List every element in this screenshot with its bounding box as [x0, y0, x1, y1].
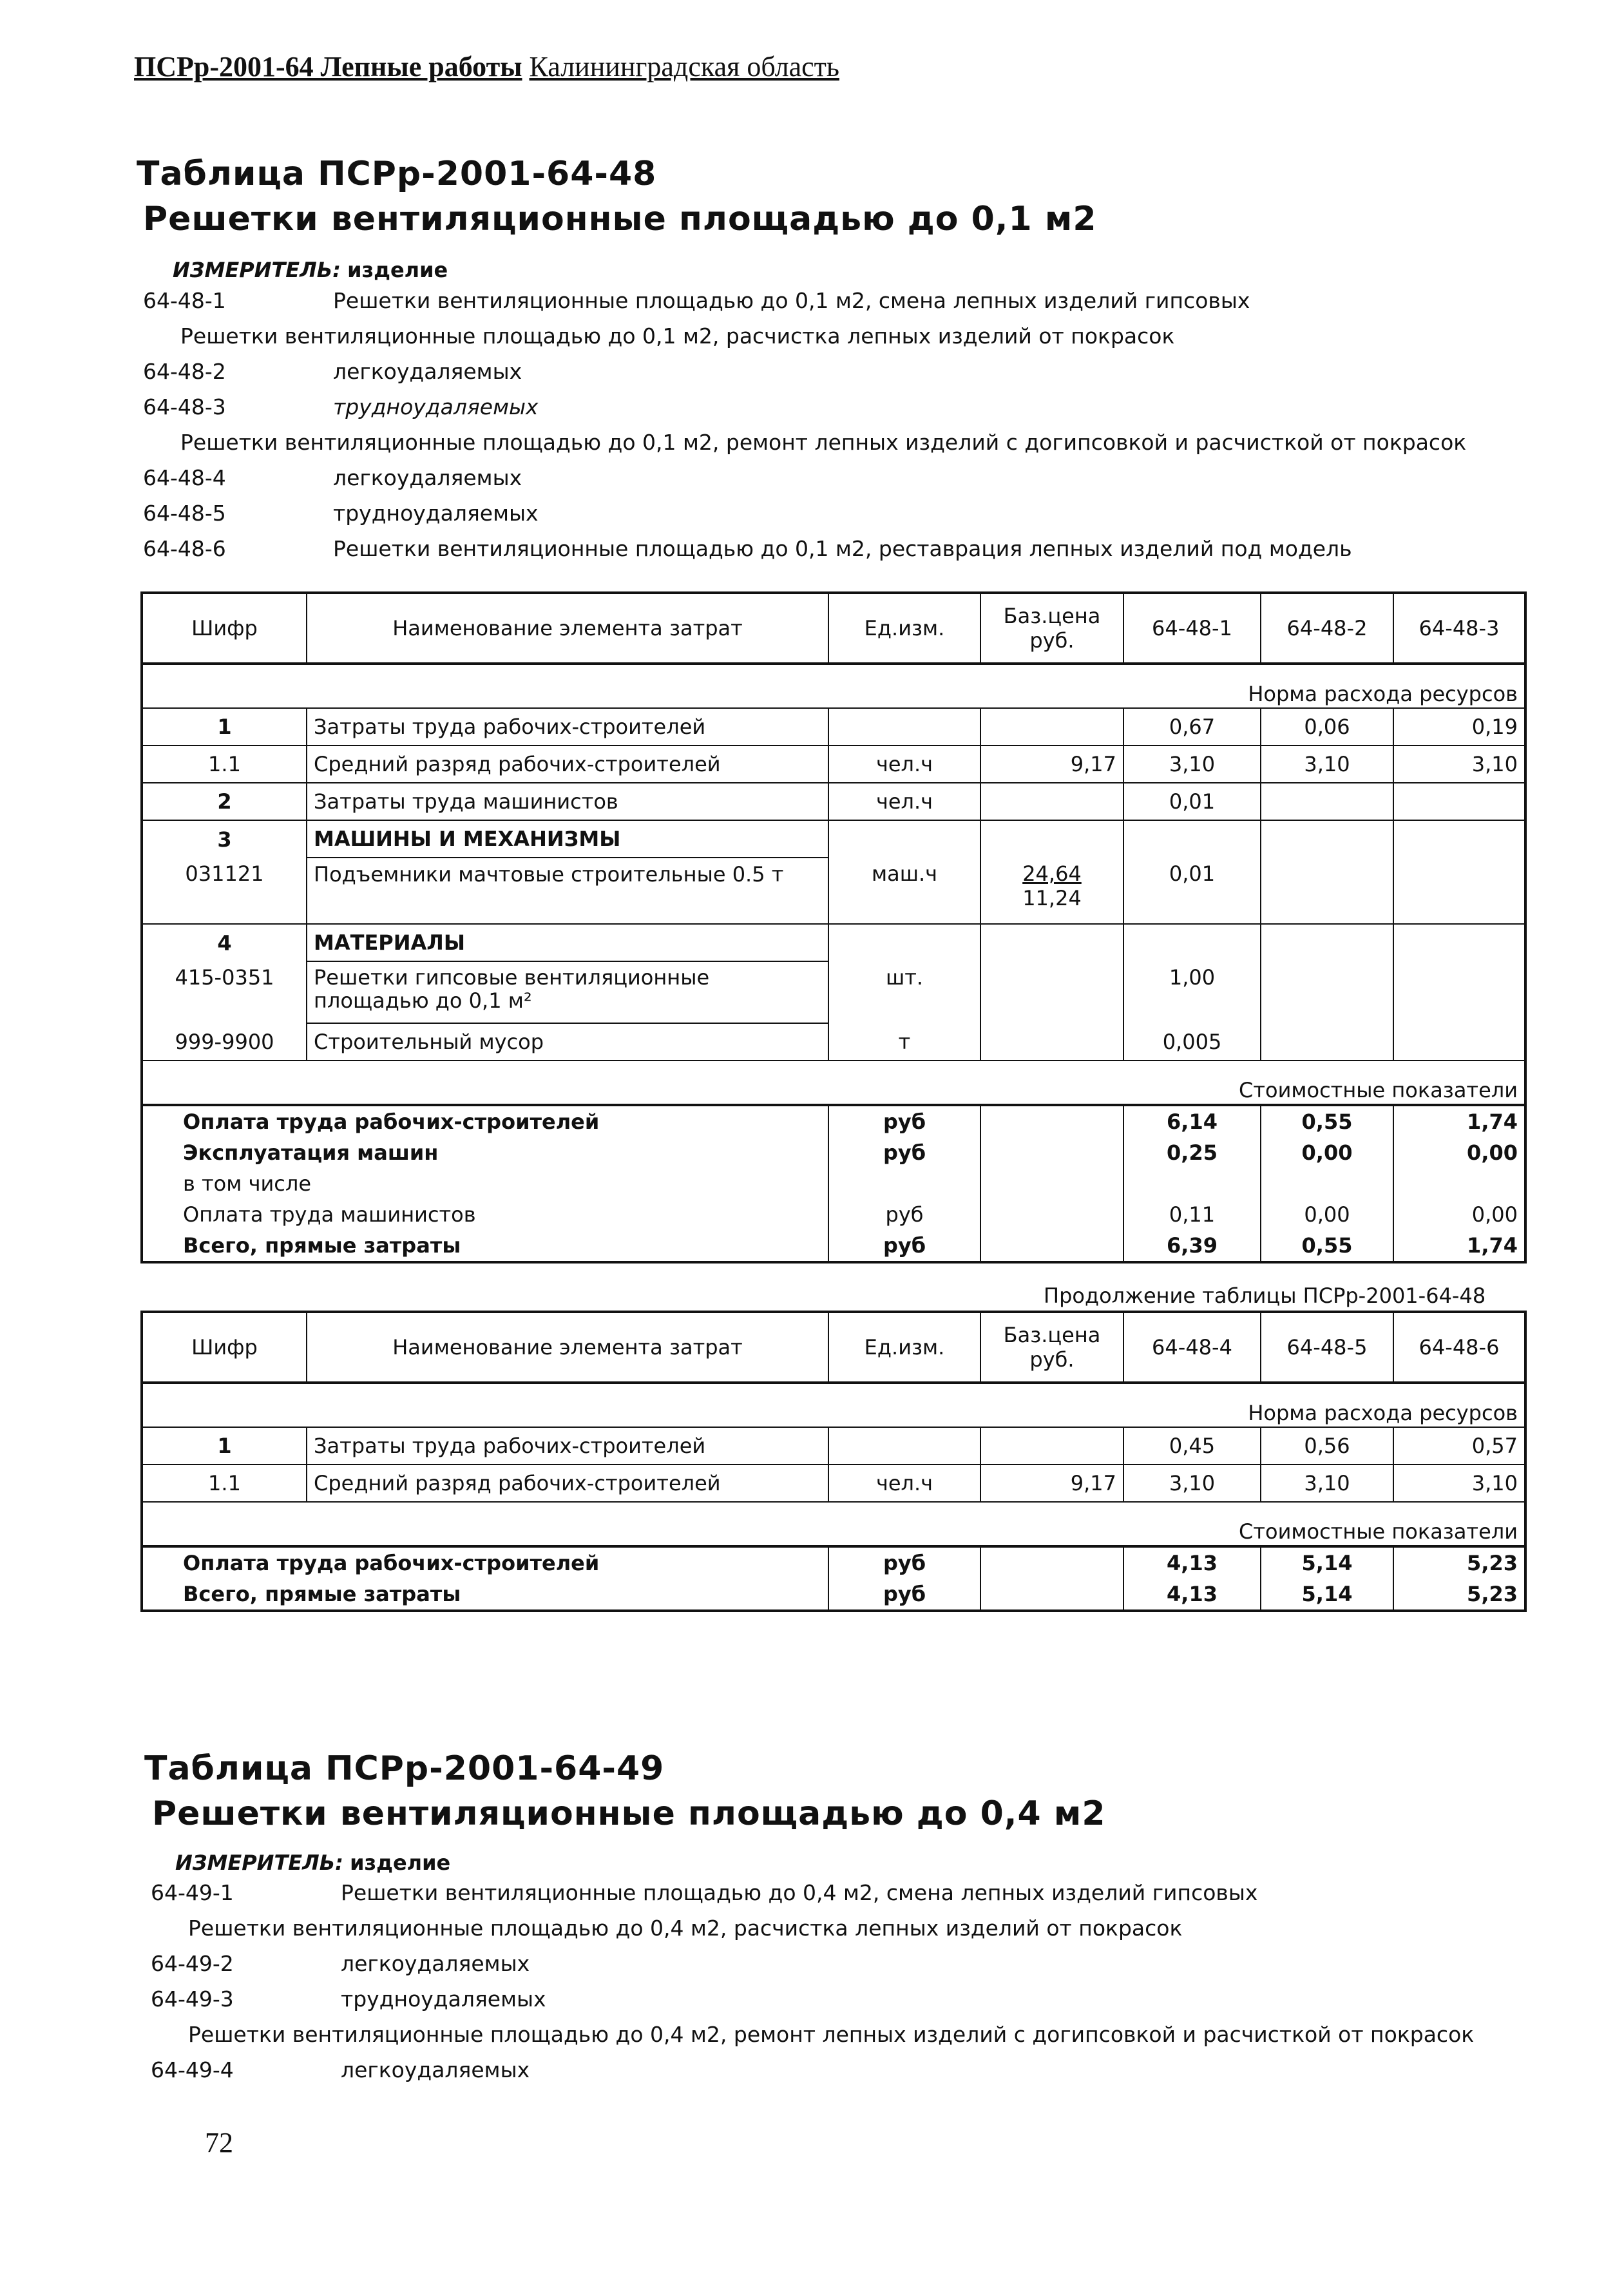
- measure-value: изделие: [350, 1850, 451, 1875]
- summary-value-3: 0,00: [1393, 1199, 1525, 1230]
- col-header-code-6: 64-48-6: [1393, 1312, 1525, 1383]
- summary-price: [980, 1199, 1123, 1230]
- col-header-cipher: Шифр: [142, 1312, 307, 1383]
- table-row: [142, 1427, 1525, 1465]
- table-49-measure: [175, 1850, 450, 1875]
- table-row: [142, 858, 1525, 924]
- col-header-unit: Ед.изм.: [828, 1312, 980, 1383]
- col-header-code-5: 64-48-5: [1261, 1312, 1393, 1383]
- row-price: [980, 858, 1123, 924]
- row-code: 415-0351: [142, 961, 307, 1023]
- item-code: 64-48-5: [143, 501, 226, 526]
- item-description: Решетки вентиляционные площадью до 0,1 м2, смена лепных изделий гипсовых: [333, 288, 1250, 313]
- row-value-1: 0,01: [1123, 858, 1261, 924]
- item-description: трудноудаляемых: [333, 501, 539, 526]
- summary-row: [142, 1230, 1525, 1262]
- summary-price: [980, 1105, 1123, 1137]
- item-description: Решетки вентиляционные площадью до 0,4 м2, смена лепных изделий гипсовых: [341, 1880, 1258, 1905]
- row-code: 1.1: [142, 1465, 307, 1502]
- region-name: Калининградская область: [529, 51, 839, 82]
- row-value-1: 0,67: [1123, 708, 1261, 745]
- row-name: Строительный мусор: [307, 1023, 828, 1061]
- summary-label: Всего, прямые затраты: [142, 1579, 828, 1611]
- table-48-measure: [173, 258, 448, 282]
- section-cost-label: Стоимостные показатели: [142, 1061, 1525, 1105]
- item-code: 64-49-2: [151, 1951, 234, 1976]
- row-value-3: 3,10: [1393, 1465, 1525, 1502]
- item-description: легкоудаляемых: [333, 465, 522, 490]
- summary-unit: руб: [828, 1199, 980, 1230]
- row-price: [980, 783, 1123, 820]
- summary-row: [142, 1579, 1525, 1611]
- measure-value: изделие: [347, 258, 448, 282]
- item-code: 64-49-4: [151, 2057, 234, 2082]
- section-cost-label: Стоимостные показатели: [142, 1502, 1525, 1546]
- section-row: [142, 1502, 1525, 1546]
- row-value-1: [1123, 820, 1261, 858]
- row-price: [980, 924, 1123, 961]
- col-header-price: [980, 593, 1123, 664]
- row-value-3: [1393, 1023, 1525, 1061]
- item-code: 64-49-3: [151, 1986, 234, 2012]
- summary-value-3: 5,23: [1393, 1579, 1525, 1611]
- section-row: [142, 664, 1525, 708]
- col-header-unit: Ед.изм.: [828, 593, 980, 664]
- row-name: МАШИНЫ И МЕХАНИЗМЫ: [307, 820, 828, 858]
- summary-row: [142, 1546, 1525, 1579]
- summary-unit: руб: [828, 1230, 980, 1262]
- item-description: легкоудаляемых: [341, 2057, 530, 2082]
- summary-value-2: 0,55: [1261, 1105, 1393, 1137]
- row-unit: чел.ч: [828, 783, 980, 820]
- price-current: 24,64: [1022, 861, 1082, 886]
- row-code: 1: [142, 1427, 307, 1465]
- col-header-price: [980, 1312, 1123, 1383]
- row-name: Средний разряд рабочих-строителей: [307, 1465, 828, 1502]
- table-row: [142, 1465, 1525, 1502]
- page-number: 72: [205, 2127, 233, 2158]
- row-value-1: 0,45: [1123, 1427, 1261, 1465]
- summary-value-2: 5,14: [1261, 1546, 1393, 1579]
- row-value-1: 3,10: [1123, 745, 1261, 783]
- summary-value-3: [1393, 1168, 1525, 1199]
- summary-label: Эксплуатация машин: [142, 1137, 828, 1168]
- summary-price: [980, 1168, 1123, 1199]
- summary-unit: руб: [828, 1579, 980, 1611]
- item-code: 64-48-2: [143, 359, 226, 384]
- item-description: трудноудаляемых: [341, 1986, 546, 2012]
- summary-price: [980, 1230, 1123, 1262]
- row-unit: [828, 924, 980, 961]
- row-price: 9,17: [980, 1465, 1123, 1502]
- col-header-code-4: 64-48-4: [1123, 1312, 1261, 1383]
- row-code: 999-9900: [142, 1023, 307, 1061]
- summary-label: Оплата труда рабочих-строителей: [142, 1105, 828, 1137]
- summary-value-3: 1,74: [1393, 1230, 1525, 1262]
- col-header-cipher: Шифр: [142, 593, 307, 664]
- item-code: 64-48-1: [143, 288, 226, 313]
- item-description: Решетки вентиляционные площадью до 0,1 м2, реставрация лепных изделий под модель: [333, 536, 1352, 561]
- table-continuation-note: Продолжение таблицы ПСРр-2001-64-48: [1044, 1283, 1486, 1308]
- row-value-2: 0,56: [1261, 1427, 1393, 1465]
- summary-value-2: 0,00: [1261, 1199, 1393, 1230]
- row-unit: чел.ч: [828, 1465, 980, 1502]
- summary-value-2: [1261, 1168, 1393, 1199]
- summary-row: [142, 1168, 1525, 1199]
- price-header-line-1: Баз.цена: [1003, 604, 1101, 628]
- table-48-title: Таблица ПСРр-2001-64-48: [137, 155, 657, 193]
- summary-label: Всего, прямые затраты: [142, 1230, 828, 1262]
- table-49-subtitle: Решетки вентиляционные площадью до 0,4 м2: [152, 1794, 1106, 1833]
- col-header-code-2: 64-48-2: [1261, 593, 1393, 664]
- row-value-3: 3,10: [1393, 745, 1525, 783]
- col-header-name: Наименование элемента затрат: [307, 1312, 828, 1383]
- row-price: 9,17: [980, 745, 1123, 783]
- item-code: 64-48-6: [143, 536, 226, 561]
- item-description: легкоудаляемых: [333, 359, 522, 384]
- row-code: 4: [142, 924, 307, 961]
- row-unit: [828, 1427, 980, 1465]
- row-value-2: 0,06: [1261, 708, 1393, 745]
- row-value-2: 3,10: [1261, 1465, 1393, 1502]
- table-row: [142, 1023, 1525, 1061]
- summary-value-3: 1,74: [1393, 1105, 1525, 1137]
- col-header-code-1: 64-48-1: [1123, 593, 1261, 664]
- row-code: 031121: [142, 858, 307, 924]
- row-value-1: 1,00: [1123, 961, 1261, 1023]
- row-unit: [828, 708, 980, 745]
- summary-value-2: 5,14: [1261, 1579, 1393, 1611]
- summary-price: [980, 1546, 1123, 1579]
- summary-label: Оплата труда машинистов: [142, 1199, 828, 1230]
- row-value-3: [1393, 783, 1525, 820]
- table-48-subtitle: Решетки вентиляционные площадью до 0,1 м2: [143, 200, 1097, 238]
- row-name: Подъемники мачтовые строительные 0.5 т: [307, 858, 828, 924]
- summary-value-1: 0,11: [1123, 1199, 1261, 1230]
- table-row: [142, 783, 1525, 820]
- summary-value-1: 6,39: [1123, 1230, 1261, 1262]
- row-code: 1: [142, 708, 307, 745]
- group-description: Решетки вентиляционные площадью до 0,4 м2, ремонт лепных изделий с догипсовкой и расчисткой от покрасок: [188, 2022, 1475, 2047]
- summary-unit: руб: [828, 1546, 980, 1579]
- summary-value-2: 0,00: [1261, 1137, 1393, 1168]
- row-value-1: 0,005: [1123, 1023, 1261, 1061]
- resource-table-48-4-6: [140, 1311, 1527, 1612]
- price-base: 11,24: [1022, 886, 1082, 910]
- section-row: [142, 1383, 1525, 1427]
- table-row: [142, 708, 1525, 745]
- row-unit: маш.ч: [828, 858, 980, 924]
- row-price: [980, 961, 1123, 1023]
- row-name: Затраты труда машинистов: [307, 783, 828, 820]
- summary-value-1: 0,25: [1123, 1137, 1261, 1168]
- summary-row: [142, 1199, 1525, 1230]
- row-code: 3: [142, 820, 307, 858]
- row-value-2: [1261, 924, 1393, 961]
- row-unit: шт.: [828, 961, 980, 1023]
- row-price: [980, 1023, 1123, 1061]
- col-header-code-3: 64-48-3: [1393, 593, 1525, 664]
- summary-price: [980, 1137, 1123, 1168]
- row-price: [980, 820, 1123, 858]
- summary-value-2: 0,55: [1261, 1230, 1393, 1262]
- row-value-3: [1393, 820, 1525, 858]
- row-value-2: [1261, 820, 1393, 858]
- measure-label: ИЗМЕРИТЕЛЬ:: [173, 258, 341, 282]
- row-value-2: [1261, 783, 1393, 820]
- item-description: легкоудаляемых: [341, 1951, 530, 1976]
- item-code: 64-48-4: [143, 465, 226, 490]
- price-header-line-2: руб.: [1029, 628, 1075, 653]
- summary-row: [142, 1137, 1525, 1168]
- summary-value-1: 6,14: [1123, 1105, 1261, 1137]
- measure-label: ИЗМЕРИТЕЛЬ:: [175, 1850, 343, 1875]
- item-code: 64-49-1: [151, 1880, 234, 1905]
- row-unit: т: [828, 1023, 980, 1061]
- summary-value-1: [1123, 1168, 1261, 1199]
- row-name: Средний разряд рабочих-строителей: [307, 745, 828, 783]
- row-value-1: 3,10: [1123, 1465, 1261, 1502]
- running-header: [134, 50, 839, 83]
- document-code: ПСРр-2001-64 Лепные работы: [134, 51, 522, 82]
- row-value-3: 0,57: [1393, 1427, 1525, 1465]
- item-code: 64-48-3: [143, 394, 226, 419]
- table-49-title: Таблица ПСРр-2001-64-49: [144, 1749, 665, 1788]
- row-value-3: 0,19: [1393, 708, 1525, 745]
- row-name: МАТЕРИАЛЫ: [307, 924, 828, 961]
- item-description: трудноудаляемых: [333, 394, 539, 419]
- summary-unit: руб: [828, 1137, 980, 1168]
- row-code: 1.1: [142, 745, 307, 783]
- table-header-row: [142, 593, 1525, 664]
- table-header-row: [142, 1312, 1525, 1383]
- summary-value-3: 5,23: [1393, 1546, 1525, 1579]
- row-unit: [828, 820, 980, 858]
- row-value-1: [1123, 924, 1261, 961]
- row-value-2: 3,10: [1261, 745, 1393, 783]
- section-row: [142, 1061, 1525, 1105]
- section-norm-label: Норма расхода ресурсов: [142, 1383, 1525, 1427]
- row-name: Решетки гипсовые вентиляционные площадью до 0,1 м²: [307, 961, 828, 1023]
- resource-table-48-1-3: [140, 591, 1527, 1263]
- row-value-2: [1261, 1023, 1393, 1061]
- row-value-1: 0,01: [1123, 783, 1261, 820]
- section-norm-label: Норма расхода ресурсов: [142, 664, 1525, 708]
- group-description: Решетки вентиляционные площадью до 0,1 м2, расчистка лепных изделий от покрасок: [180, 323, 1175, 349]
- summary-label: Оплата труда рабочих-строителей: [142, 1546, 828, 1579]
- summary-unit: руб: [828, 1105, 980, 1137]
- row-value-2: [1261, 858, 1393, 924]
- summary-label: в том числе: [142, 1168, 828, 1199]
- group-description: Решетки вентиляционные площадью до 0,4 м2, расчистка лепных изделий от покрасок: [188, 1916, 1183, 1941]
- group-description: Решетки вентиляционные площадью до 0,1 м2, ремонт лепных изделий с догипсовкой и расчисткой от покрасок: [180, 430, 1467, 455]
- summary-unit: [828, 1168, 980, 1199]
- row-value-2: [1261, 961, 1393, 1023]
- row-value-3: [1393, 924, 1525, 961]
- row-value-3: [1393, 858, 1525, 924]
- row-price: [980, 1427, 1123, 1465]
- row-name: Затраты труда рабочих-строителей: [307, 708, 828, 745]
- summary-value-3: 0,00: [1393, 1137, 1525, 1168]
- col-header-name: Наименование элемента затрат: [307, 593, 828, 664]
- price-header-line-2: руб.: [1029, 1347, 1075, 1372]
- row-price: [980, 708, 1123, 745]
- table-row: [142, 961, 1525, 1023]
- summary-price: [980, 1579, 1123, 1611]
- summary-row: [142, 1105, 1525, 1137]
- row-value-3: [1393, 961, 1525, 1023]
- row-unit: чел.ч: [828, 745, 980, 783]
- table-row: [142, 745, 1525, 783]
- row-name: Затраты труда рабочих-строителей: [307, 1427, 828, 1465]
- summary-value-1: 4,13: [1123, 1546, 1261, 1579]
- table-row: [142, 924, 1525, 961]
- table-row: [142, 820, 1525, 858]
- summary-value-1: 4,13: [1123, 1579, 1261, 1611]
- row-code: 2: [142, 783, 307, 820]
- price-header-line-1: Баз.цена: [1003, 1323, 1101, 1347]
